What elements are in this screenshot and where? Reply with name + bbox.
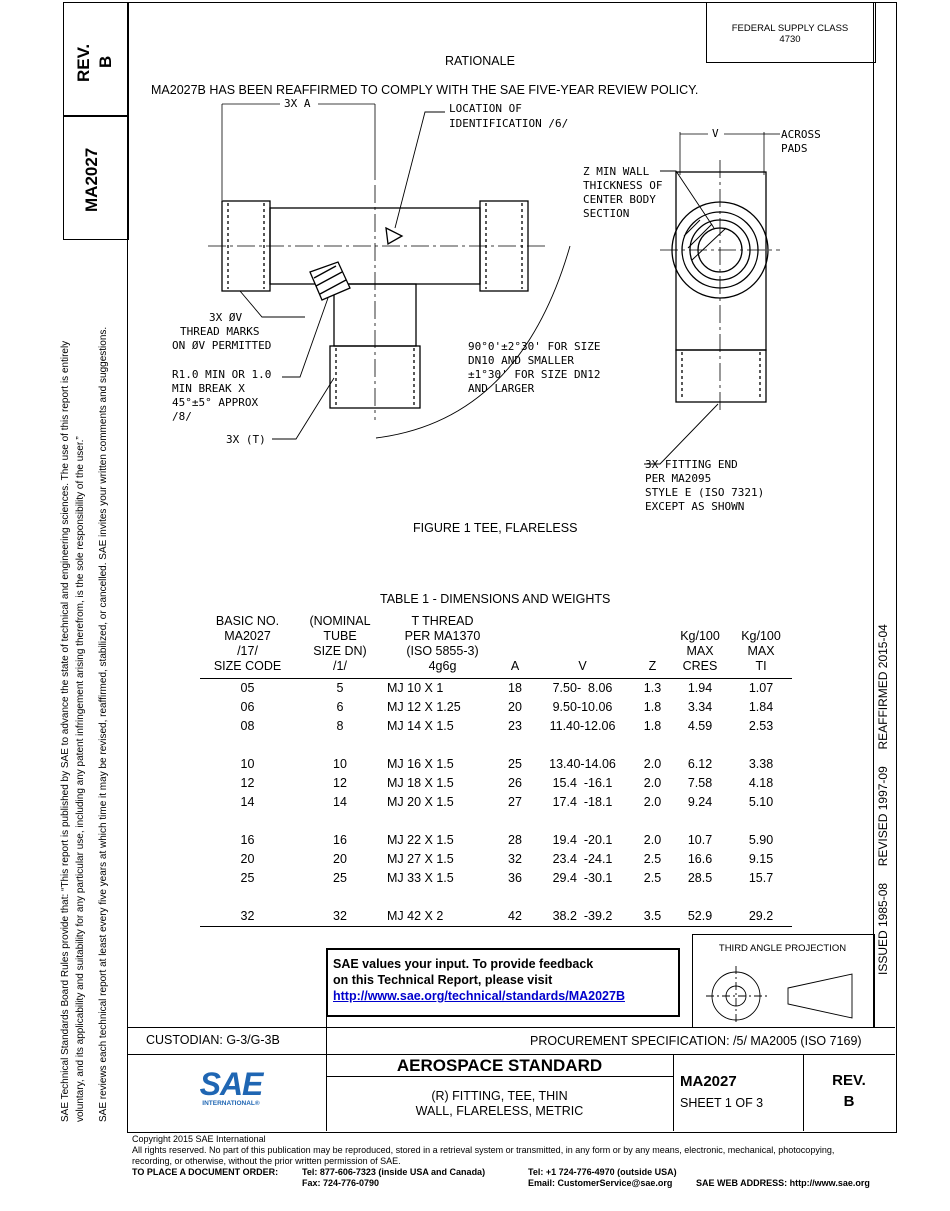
table-cell: 27	[508, 795, 522, 809]
table-cell: 5.10	[748, 795, 774, 809]
table-cell: 32	[295, 907, 385, 927]
table-cell: 1.84	[748, 700, 774, 714]
rights-line1: All rights reserved. No part of this publication may be reproduced, stored in a retrieval system or transmitted, in any form or by any means, electronic, mechanical, photocopying,	[132, 1145, 835, 1155]
side-notice-line3: SAE reviews each technical report at least every five years at which time it may be revised, reaffirmed, stabilized, or cancelled. SAE invites your written comments and suggestions.	[98, 326, 109, 1122]
table-cell: 29.4 -30.1	[552, 871, 613, 885]
zmin-line3: CENTER BODY	[583, 193, 656, 206]
side-notice-line2: voluntary, and its applicability and suitability for any particular use, including any patent infringement arising therefrom, is the sole responsibility of the user.”	[75, 436, 86, 1122]
col-a: A	[500, 614, 530, 679]
table-cell: 9.50-10.06	[552, 700, 613, 714]
standard-title: AEROSPACE STANDARD	[396, 1056, 603, 1075]
table-cell: 3.38	[748, 757, 774, 771]
table-cell: 25	[508, 757, 522, 771]
table-cell: 7.50- 8.06	[552, 681, 613, 695]
location-id-line2: IDENTIFICATION /6/	[449, 117, 569, 130]
table-cell: 26	[508, 776, 522, 790]
col-z: Z	[635, 614, 670, 679]
dim-3x-a: 3X A	[284, 97, 311, 110]
table-cell: 3.34	[687, 700, 713, 714]
break-line1: R1.0 MIN OR 1.0	[172, 368, 272, 381]
table-cell: 15.7	[748, 871, 774, 885]
tel-intl: Tel: +1 724-776-4970 (outside USA)	[528, 1167, 677, 1177]
table-cell: 6.12	[687, 757, 713, 771]
table-cell: 28.5	[687, 871, 713, 885]
custodian-row-line	[127, 1027, 895, 1028]
table-cell: 25	[240, 871, 255, 885]
table-row	[200, 679, 792, 699]
fitting-end-line3: STYLE E (ISO 7321)	[645, 486, 765, 499]
table-spacer-row	[200, 812, 792, 831]
table-cell: MJ 27 X 1.5	[387, 852, 454, 866]
across-pads-line1: ACROSS	[781, 128, 821, 141]
sheet-number: SHEET 1 OF 3	[680, 1096, 764, 1110]
table-cell: 10.7	[687, 833, 713, 847]
table-cell: 1.8	[643, 719, 662, 733]
table-row	[200, 755, 792, 774]
table-cell: 12	[240, 776, 255, 790]
table-cell: 2.5	[643, 852, 662, 866]
table-cell: 52.9	[670, 907, 730, 927]
title-rev-label: REV.	[832, 1072, 866, 1089]
table-header-row	[200, 614, 792, 679]
table-row	[200, 793, 792, 812]
history-dates: ISSUED 1985-08 REVISED 1997-09 REAFFIRMED 2015-04	[876, 624, 890, 975]
copyright: Copyright 2015 SAE International	[132, 1134, 266, 1144]
feedback-line2: on this Technical Report, please visit	[333, 973, 553, 987]
fitting-end-line2: PER MA2095	[645, 472, 712, 485]
email[interactable]: Email: CustomerService@sae.org	[528, 1178, 673, 1188]
col-basic-no: BASIC NO. MA2027 /17/ SIZE CODE	[200, 614, 295, 679]
table-cell: 7.58	[687, 776, 713, 790]
feedback-link[interactable]: http://www.sae.org/technical/standards/MA2027B	[333, 989, 625, 1003]
table-cell: 20	[508, 700, 522, 714]
zmin-line1: Z MIN WALL	[583, 165, 650, 178]
side-doc-number: MA2027	[82, 147, 101, 212]
table-cell: 5	[336, 681, 344, 695]
col-nominal: (NOMINAL TUBE SIZE DN) /1/	[295, 614, 385, 679]
table-cell: 16.6	[687, 852, 713, 866]
table-cell: 13.40-14.06	[549, 757, 616, 771]
table-cell: 2.0	[643, 795, 662, 809]
table-cell: 4.18	[748, 776, 774, 790]
col-thread: T THREAD PER MA1370 (ISO 5855-3) 4g6g	[385, 614, 500, 679]
angle-line4: AND LARGER	[468, 382, 535, 395]
table-cell: MJ 14 X 1.5	[387, 719, 454, 733]
rationale-text: MA2027B HAS BEEN REAFFIRMED TO COMPLY WITH THE SAE FIVE-YEAR REVIEW POLICY.	[151, 83, 699, 97]
table-cell: 20	[240, 852, 255, 866]
table-cell: 2.5	[643, 871, 662, 885]
threadmarks-line2: THREAD MARKS	[180, 325, 260, 338]
subtitle-line1: (R) FITTING, TEE, THIN	[431, 1089, 568, 1103]
table-cell: 6	[336, 700, 344, 714]
table-cell: 10	[333, 757, 347, 771]
threadmarks-line3: ON ØV PERMITTED	[172, 339, 272, 352]
table-cell: 14	[240, 795, 255, 809]
table-cell: 25	[333, 871, 347, 885]
table-row	[200, 907, 792, 927]
side-rev-value: B	[96, 55, 115, 68]
table-cell: 42	[500, 907, 530, 927]
table-cell: 29.2	[730, 907, 792, 927]
table-row	[200, 850, 792, 869]
table-cell: 9.15	[748, 852, 774, 866]
table-cell: 5.90	[748, 833, 774, 847]
table-cell: MJ 33 X 1.5	[387, 871, 454, 885]
table-cell: 14	[333, 795, 347, 809]
table-cell: MJ 16 X 1.5	[387, 757, 454, 771]
table-cell: 18	[508, 681, 522, 695]
sae-logo-mark: SAE	[199, 1066, 263, 1102]
table-cell: 38.2 -39.2	[530, 907, 635, 927]
across-pads-line2: PADS	[781, 142, 808, 155]
table-row	[200, 698, 792, 717]
side-rev-label: REV.	[74, 43, 93, 82]
table-cell: 19.4 -20.1	[552, 833, 613, 847]
col-weight-cres: Kg/100 MAX CRES	[670, 614, 730, 679]
side-notice-line1: SAE Technical Standards Board Rules provide that: “This report is published by SAE to advance the state of technical and engineering sciences. The use of this report is entirely	[60, 340, 71, 1122]
subtitle-line2: WALL, FLARELESS, METRIC	[415, 1104, 584, 1118]
angle-line1: 90°0'±2°30' FOR SIZE	[468, 340, 601, 353]
table-cell: 12	[333, 776, 347, 790]
table-cell: 16	[333, 833, 347, 847]
sae-logo-sub: INTERNATIONAL®	[202, 1100, 260, 1107]
table-cell: 4.59	[687, 719, 713, 733]
table-cell: 17.4 -18.1	[552, 795, 613, 809]
order-label: TO PLACE A DOCUMENT ORDER:	[132, 1167, 279, 1177]
table-cell: MJ 12 X 1.25	[387, 700, 461, 714]
break-line3: 45°±5° APPROX	[172, 396, 259, 409]
angle-line3: ±1°30' FOR SIZE DN12	[468, 368, 601, 381]
projection-label: THIRD ANGLE PROJECTION	[718, 943, 847, 954]
projection-symbol	[706, 966, 866, 1024]
table-title: TABLE 1 - DIMENSIONS AND WEIGHTS	[380, 592, 611, 606]
table-cell: 05	[240, 681, 255, 695]
right-strip-divider	[873, 2, 874, 1027]
table-row	[200, 717, 792, 736]
location-id-line1: LOCATION OF	[449, 102, 522, 115]
custodian-divider	[326, 1013, 327, 1054]
break-line4: /8/	[172, 410, 192, 423]
procurement-spec: PROCUREMENT SPECIFICATION: /5/ MA2005 (ISO 7169)	[530, 1034, 862, 1048]
table-cell: 1.94	[687, 681, 713, 695]
table-cell: 1.8	[643, 700, 662, 714]
table-cell: 1.07	[748, 681, 774, 695]
table-row	[200, 869, 792, 888]
table-cell: 2.53	[748, 719, 774, 733]
table-cell: 2.0	[643, 757, 662, 771]
table-cell: 08	[240, 719, 255, 733]
feedback-line1: SAE values your input. To provide feedback	[333, 957, 594, 971]
table-cell: 32	[508, 852, 522, 866]
table-cell: 3.5	[635, 907, 670, 927]
table-cell: 2.0	[643, 833, 662, 847]
table-cell: MJ 22 X 1.5	[387, 833, 454, 847]
table-spacer-row	[200, 736, 792, 755]
dim-3x-t: 3X (T)	[226, 433, 266, 446]
table-cell: 9.24	[687, 795, 713, 809]
sae-logo	[197, 1068, 265, 1107]
zmin-line2: THICKNESS OF	[583, 179, 663, 192]
table-cell: 2.0	[643, 776, 662, 790]
fax: Fax: 724-776-0790	[302, 1178, 380, 1188]
zmin-line4: SECTION	[583, 207, 630, 220]
table-spacer-row	[200, 888, 792, 907]
fitting-end-line1: 3X FITTING END	[645, 458, 738, 471]
rights-line2: recording, or otherwise, without the prior written permission of SAE.	[132, 1156, 401, 1166]
title-sub-line	[326, 1076, 673, 1077]
table-cell: 20	[333, 852, 347, 866]
figure-caption: FIGURE 1 TEE, FLARELESS	[413, 521, 578, 535]
col-v: V	[530, 614, 635, 679]
dim-v: V	[712, 127, 719, 140]
table-cell: 06	[240, 700, 255, 714]
table-row	[200, 774, 792, 793]
table-cell: 16	[240, 833, 255, 847]
table-cell: 23	[508, 719, 522, 733]
tel-us: Tel: 877-606-7323 (inside USA and Canada)	[302, 1167, 486, 1177]
table-cell: 11.40-12.06	[549, 719, 616, 733]
angle-line2: DN10 AND SMALLER	[468, 354, 574, 367]
title-row-line	[127, 1054, 895, 1055]
title-divider-1	[673, 1054, 674, 1131]
table-cell: 10	[240, 757, 255, 771]
table-cell: 8	[336, 719, 344, 733]
table-cell: 23.4 -24.1	[552, 852, 613, 866]
table-row	[200, 831, 792, 850]
table-cell: 28	[508, 833, 522, 847]
break-line2: MIN BREAK X	[172, 382, 245, 395]
dimensions-table	[200, 614, 792, 927]
rationale-title: RATIONALE	[445, 54, 515, 68]
title-rev-value: B	[843, 1093, 855, 1110]
table-cell: MJ 18 X 1.5	[387, 776, 454, 790]
table-cell: MJ 42 X 2	[385, 907, 500, 927]
title-doc-number: MA2027	[680, 1073, 737, 1090]
table-cell: MJ 20 X 1.5	[387, 795, 454, 809]
table-cell: 32	[200, 907, 295, 927]
table-cell: MJ 10 X 1	[387, 681, 444, 695]
table-cell: 15.4 -16.1	[552, 776, 613, 790]
table-cell: 36	[508, 871, 522, 885]
table-cell: 1.3	[643, 681, 662, 695]
col-weight-ti: Kg/100 MAX TI	[730, 614, 792, 679]
supply-class-label: FEDERAL SUPPLY CLASS	[731, 23, 849, 34]
custodian: CUSTODIAN: G-3/G-3B	[146, 1033, 280, 1047]
threadmarks-line1: 3X ØV	[209, 311, 243, 324]
supply-class-value: 4730	[779, 34, 801, 45]
web-address[interactable]: SAE WEB ADDRESS: http://www.sae.org	[696, 1178, 870, 1188]
fitting-end-line4: EXCEPT AS SHOWN	[645, 500, 745, 513]
